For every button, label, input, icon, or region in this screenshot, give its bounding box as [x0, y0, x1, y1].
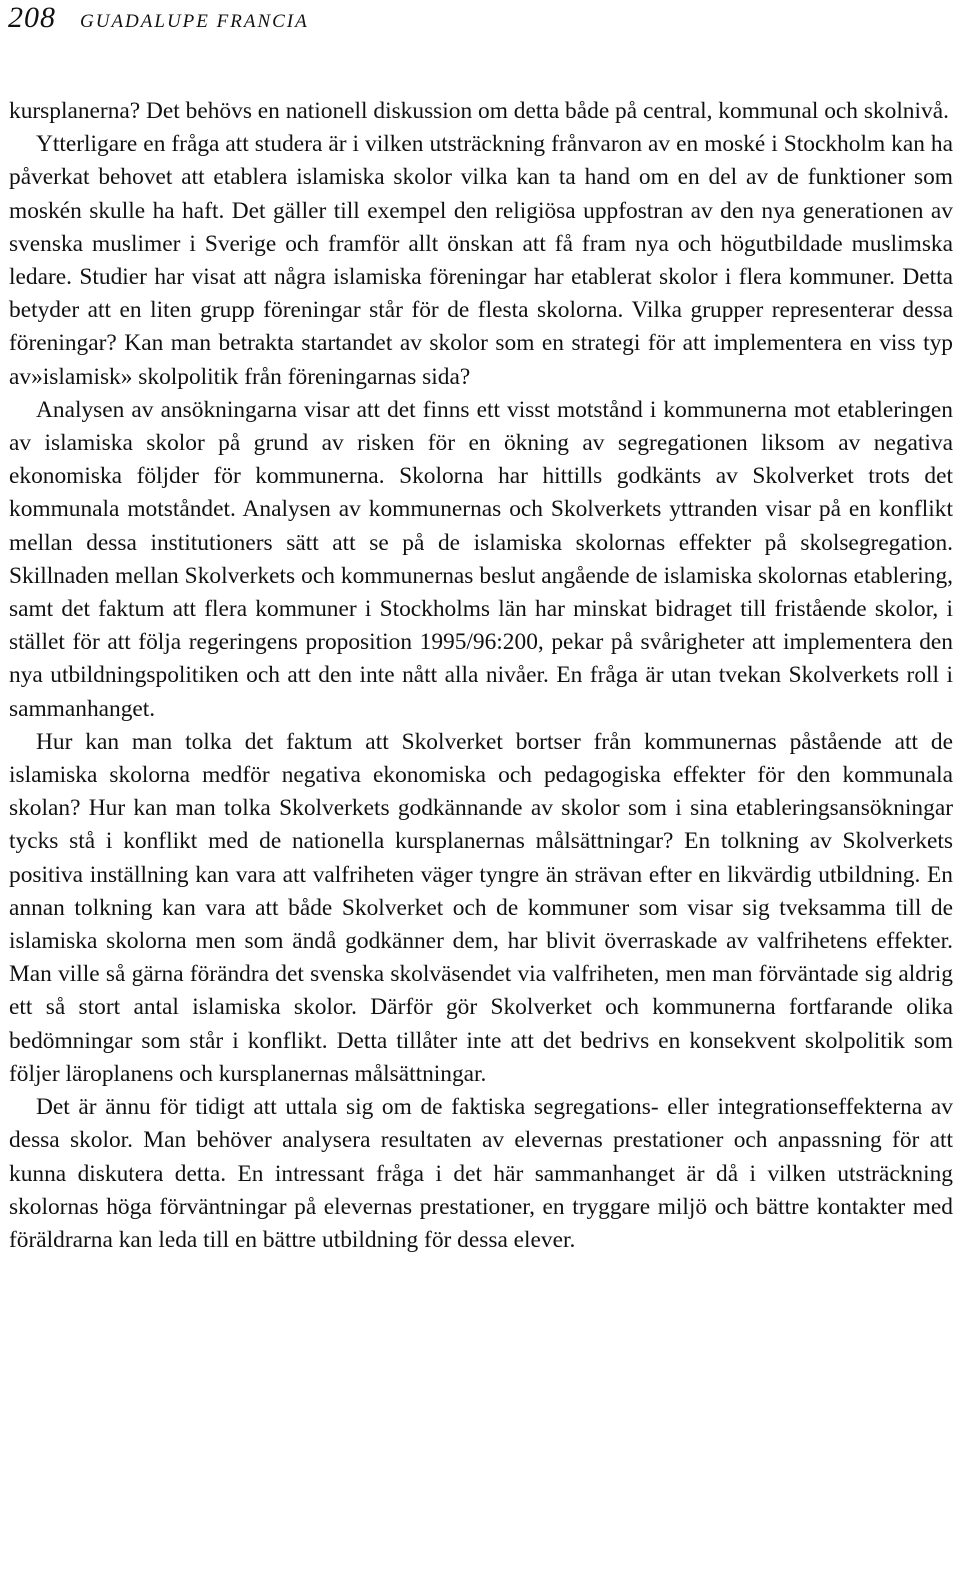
paragraph: Hur kan man tolka det faktum att Skolverket bortser från kommunernas påstående att de islamiska skolorna medför negativa ekonomiska och pedagogiska effekter för den kommunala skolan? Hur kan man tolka Skolverkets godkännande av skolor som i sina etableringsansökningar tycks stå i konflikt med de nationella kursplanernas målsättningar? En tolkning av Skolverkets positiva inställning kan vara att valfriheten väger tyngre än strävan efter en likvärdig utbildning. En annan tolkning kan vara att både Skolverket och de kommuner som visar sig tveksamma till de islamiska skolorna men som ändå godkänner dem, har blivit överraskade av valfrihetens effekter. Man ville så gärna förändra det svenska skolväsendet via valfriheten, men man förväntade sig aldrig ett så stort antal islamiska skolor. Därför gör Skolverket och kommunerna fortfarande olika bedömningar som står i konflikt. Detta tillåter inte att det bedrivs en konsekvent skolpolitik som följer läroplanens och kursplanernas målsättningar.	[9, 728, 953, 1087]
paragraph: Analysen av ansökningarna visar att det finns ett visst motstånd i kommunerna mot etableringen av islamiska skolor på grund av risken för en ökning av segregationen liksom av negativa ekonomiska följder för kommunerna. Skolorna har hittills godkänts av Skolverket trots det kommunala motståndet. Analysen av kommunernas och Skolverkets yttranden visar på en konflikt mellan dessa institutioners sätt att se på de islamiska skolornas effekter på skolsegregation. Skillnaden mellan Skolverkets och kommunernas beslut angående de islamiska skolornas etablering, samt det faktum att flera kommuner i Stockholms län har minskat bidraget till fristående skolor, i stället för att följa regeringens proposition 1995/96:200, pekar på svårigheter att implementera den nya utbildningspolitiken och att den inte nått alla nivåer. En fråga är utan tvekan Skolverkets roll i sammanhanget.	[9, 396, 953, 722]
body-text	[9, 95, 953, 1257]
paragraph: Det är ännu för tidigt att uttala sig om de faktiska segregations- eller integrationseffekterna av dessa skolor. Man behöver analysera resultaten av elevernas prestationer och anpassning för att kunna diskutera detta. En intressant fråga i det här sammanhanget är då i vilken utsträckning skolornas höga förväntningar på elevernas prestationer, en tryggare miljö och bättre kontakter med föräldrarna kan leda till en bättre utbildning för dessa elever.	[9, 1094, 953, 1253]
paragraph-continued: kursplanerna? Det behövs en nationell diskussion om detta både på central, kommunal och skolnivå.	[9, 98, 949, 124]
running-title-author: GUADALUPE FRANCIA	[80, 11, 309, 32]
page-number: 208	[8, 1, 56, 34]
paragraph: Ytterligare en fråga att studera är i vilken utsträckning frånvaron av en moské i Stockholm kan ha påverkat behovet att etablera islamiska skolor vilka kan ta hand om en del av de funktioner som moskén skulle ha haft. Det gäller till exempel den religiösa uppfostran av den nya generationen av svenska muslimer i Sverige och framför allt önskan att få fram nya och högutbildade muslimska ledare. Studier har visat att några islamiska föreningar har etablerat skolor i flera kommuner. Detta betyder att en liten grupp föreningar står för de flesta skolorna. Vilka grupper representerar dessa föreningar? Kan man betrakta startandet av skolor som en strategi för att implementera en viss typ av»islamisk» skolpolitik från föreningarnas sida?	[9, 131, 953, 390]
running-head	[8, 0, 309, 36]
